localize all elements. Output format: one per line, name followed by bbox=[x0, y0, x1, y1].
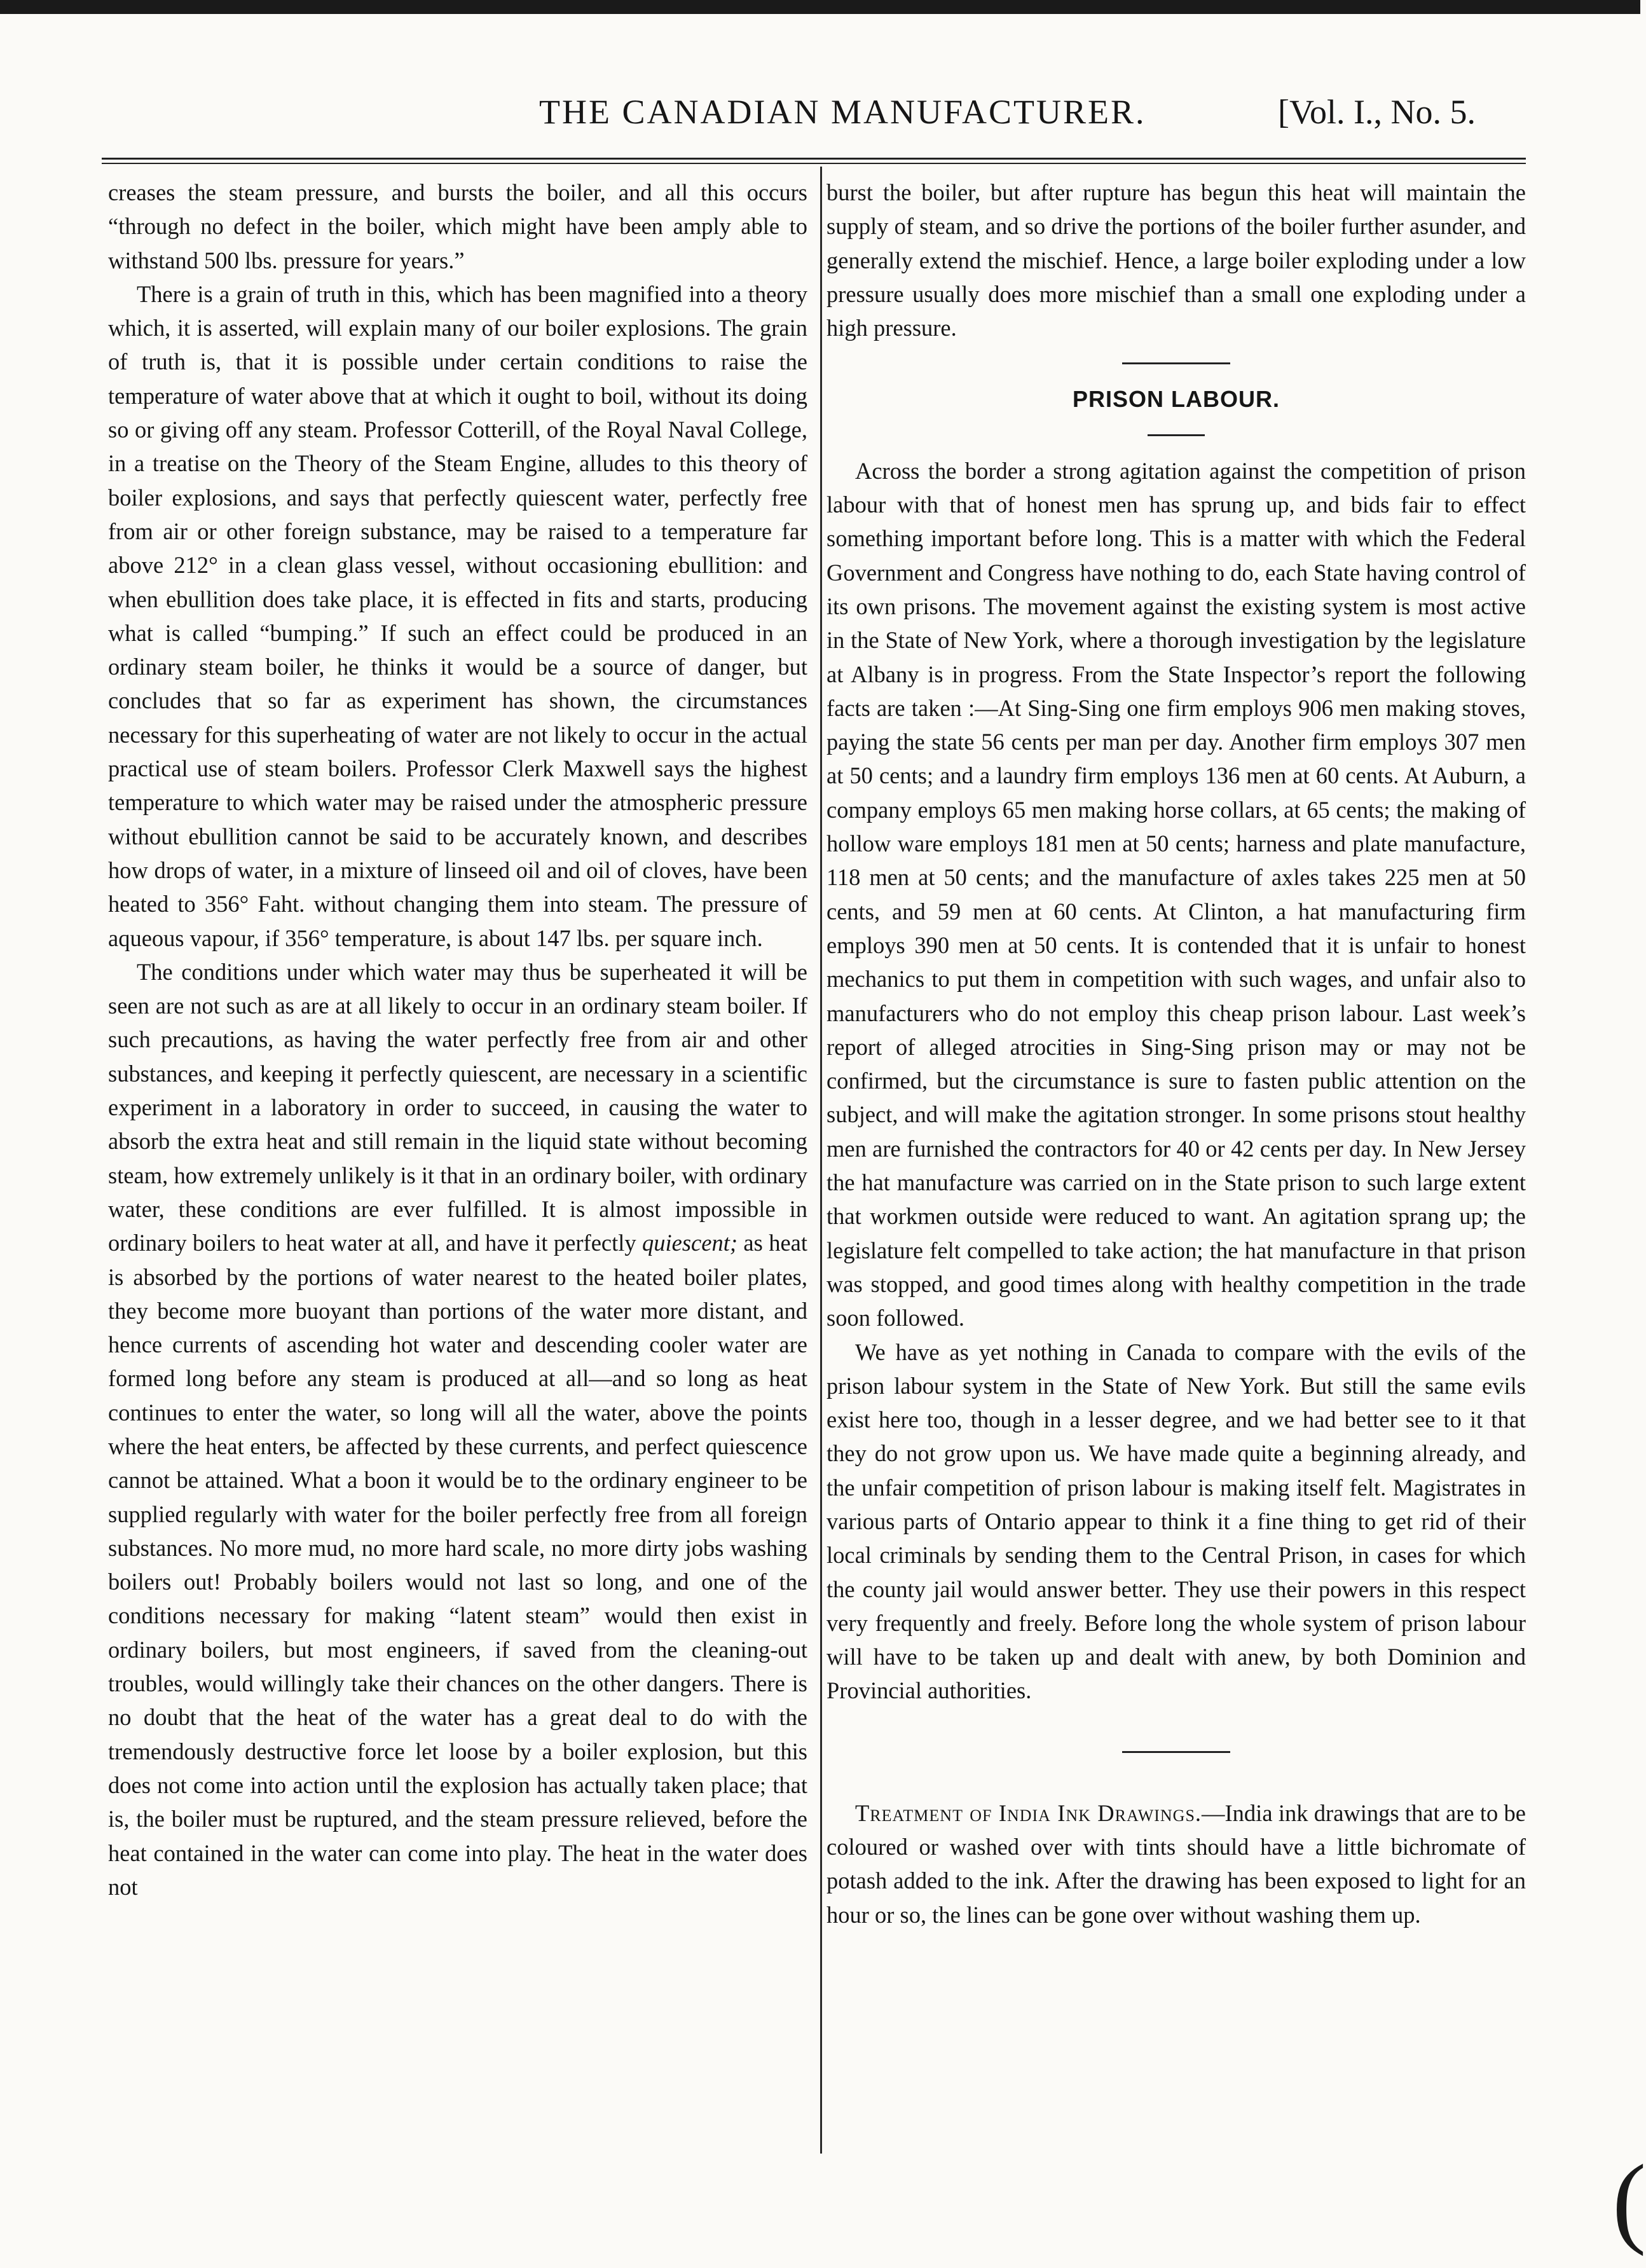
section-separator bbox=[1122, 1751, 1230, 1753]
margin-bracket-mark: ( bbox=[1612, 2143, 1646, 2257]
spacer bbox=[826, 1771, 1526, 1796]
header-rule-thin bbox=[102, 163, 1526, 164]
note-title: Treatment of India Ink Drawings. bbox=[855, 1799, 1202, 1826]
italic-word: quiescent; bbox=[642, 1230, 738, 1256]
column-divider bbox=[820, 167, 822, 2154]
spacer bbox=[826, 1708, 1526, 1733]
section-heading: PRISON LABOUR. bbox=[1072, 386, 1280, 413]
publication-title: THE CANADIAN MANUFACTURER. bbox=[539, 93, 1146, 131]
paragraph: We have as yet nothing in Canada to compare with the evils of the prison labour system in the State of New York. But still the same evils exist here too, though in a lesser degree, and we had better see to it that they do not grow upon us. We have made quite a beginning already, and the unfair competition of prison labour is making itself felt. Magistrates in various parts of Ontario appear to think it a fine thing to get rid of their local criminals by sending them to the Central Prison, in cases for which the county jail would answer better. They use their powers in this respect very frequently and freely. Before long the whole system of prison labour will have to be taken up and dealt with anew, by both Dominion and Provincial authorities. bbox=[826, 1338, 1526, 1704]
header-rule bbox=[102, 158, 1526, 160]
page-header bbox=[0, 92, 1640, 143]
note-paragraph bbox=[826, 1796, 1526, 1932]
paragraph: burst the boiler, but after rupture has begun this heat will maintain the supply of steam, and so drive the portions of the boiler further asunder, and generally extend the mischief. Hence, a large boiler exploding under a low pressure usually does more mischief than a small one exploding under a high pressure. bbox=[826, 179, 1526, 341]
paragraph: There is a grain of truth in this, which has been magnified into a theory which, it is asserted, will explain many of our boiler explosions. The grain of truth is, that it is possible under certain conditions to raise the temperature of water above that at which it ought to boil, without its doing so or giving off any steam. Professor Cotterill, of the Royal Naval College, in a treatise on the Theory of the Steam Engine, alludes to this theory of boiler explosions, and says that perfectly quiescent water, perfectly free from air or other foreign substance, may be raised to a temperature far above 212° in a clean glass vessel, without occasioning ebullition: and when ebullition does take place, it is effected in fits and starts, producing what is called “bumping.” If such an effect could be produced in an ordinary steam boiler, he thinks it would be a source of danger, but concludes that so far as experiment has shown, the circumstances necessary for this superheating of water are not likely to occur in the actual practical use of steam boilers. Professor Clerk Maxwell says the highest temperature to which water may be raised under the atmospheric pressure without ebullition cannot be said to be accurately known, and describes how drops of water, in a mixture of linseed oil and oil of cloves, have been heated to 356° Faht. without changing them into steam. The pressure of aqueous vapour, if 356° temperature, is about 147 lbs. per square inch. bbox=[108, 280, 807, 951]
paragraph: creases the steam pressure, and bursts the boiler, and all this occurs “through no defect in the boiler, which might have been amply able to withstand 500 lbs. pressure for years.” bbox=[108, 179, 807, 273]
right-column bbox=[826, 175, 1526, 1932]
left-column bbox=[108, 175, 807, 1904]
paragraph-text: The conditions under which water may thus be superheated it will be seen are not such as are at all likely to occur in an ordinary steam boiler. If such precautions, as having the water perfectly free from air and other substances, and keeping it perfectly quiescent, are necessary in a scientific experiment in a laboratory in order to succeed, in causing the water to absorb the extra heat and still remain in the liquid state without becoming steam, how extremely unlikely is it that in an ordinary boiler, with ordinary water, these conditions are ever fulfilled. It is almost impossible in ordinary boilers to heat water at all, and have it perfectly bbox=[108, 958, 807, 1256]
paragraph-text: as heat is absorbed by the portions of water nearest to the heated boiler plates, they become more buoyant than portions of the water more distant, and hence currents of ascending hot water and descending cooler water are formed long before any steam is produced at all—and so long as heat continues to enter the water, so long will all the water, above the points where the heat enters, be affected by these currents, and perfect quiescence cannot be attained. What a boon it would be to the ordinary engineer to be supplied regularly with water for the boiler perfectly free from all foreign substances. No more mud, no more hard scale, no more dirty jobs washing boilers out! Probably boilers would not last so long, and one of the conditions necessary for making “latent steam” would then exist in ordinary boilers, but most engineers, if saved from the cleaning-out troubles, would willingly take their chances on the other dangers. There is no doubt that the heat of the water has a great deal to do with the tremendously destructive force let loose by a boiler explosion, but this does not come into action until the explosion has actually taken place; that is, the boiler must be ruptured, and the steam pressure relieved, before the heat contained in the water can come into play. The heat in the water does not bbox=[108, 1230, 807, 1900]
section-separator bbox=[1122, 362, 1230, 364]
top-border-bar bbox=[0, 0, 1640, 14]
volume-number: [Vol. I., No. 5. bbox=[1278, 93, 1476, 131]
note-body: —India ink drawings that are to be coloured or washed over with tints should have a little bichromate of potash added to the ink. After the drawing has been exposed to light for an hour or so, the lines can be gone over without washing them up. bbox=[826, 1799, 1526, 1928]
heading-underline bbox=[1148, 434, 1205, 436]
paragraph bbox=[108, 955, 807, 1904]
paragraph: Across the border a strong agitation against the competition of prison labour with that of honest men has sprung up, and bids fair to effect something important before long. This is a matter with which the Federal Government and Congress have nothing to do, each State having control of its own prisons. The movement against the existing system is most active in the State of New York, where a thorough investigation by the legislature at Albany is in progress. From the State Inspector’s report the following facts are taken :—At Sing-Sing one firm employs 906 men making stoves, paying the state 56 cents per man per day. Another firm employs 307 men at 50 cents; and a laundry firm employs 136 men at 60 cents. At Auburn, a company employs 65 men making horse collars, at 65 cents; the making of hollow ware employs 181 men at 50 cents; harness and plate manufacture, 118 men at 50 cents; and the manufacture of axles takes 225 men at 50 cents, and 59 men at 60 cents. At Clinton, a hat manufacturing firm employs 390 men at 50 cents. It is contended that it is unfair to honest mechanics to put them in competition with such wages, and unfair also to manufacturers who do not employ this cheap prison labour. Last week’s report of alleged atrocities in Sing-Sing prison may or may not be confirmed, but the circumstance is sure to fasten public attention on the subject, and will make the agitation stronger. In some prisons stout healthy men are furnished the contractors for 40 or 42 cents per day. In New Jersey the hat manufacture was carried on in the State prison to such large extent that workmen outside were reduced to want. An agitation sprang up; the legislature felt compelled to take action; the hat manufacture in that prison was stopped, and good times along with healthy competition in the trade soon followed. bbox=[826, 457, 1526, 1331]
